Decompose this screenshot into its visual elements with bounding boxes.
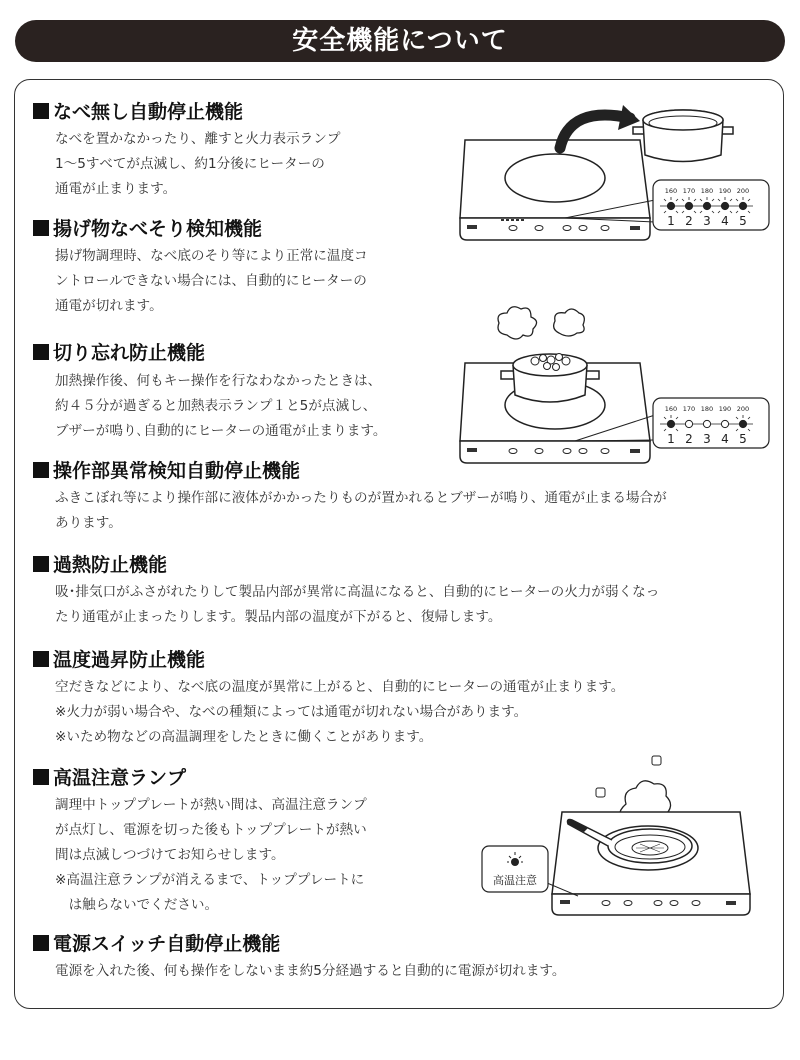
lamp-number: 1 [667,214,675,228]
section-heading-over-temp: 温度過昇防止機能 [33,645,205,672]
lamp-number: 5 [739,432,747,446]
section-body-warp-detect: 揚げ物調理時、なべ底のそり等により正常に温度コ ントロールできない場合には、自動的にヒーターの 通電が切れます。 [55,248,368,314]
square-bullet-icon [33,651,49,667]
square-bullet-icon [33,935,49,951]
lamp-number: 1 [667,432,675,446]
lamp-temp-label: 170 [682,187,696,195]
lamp-lit-indicator [721,202,728,209]
lamp-off-indicator [685,420,692,427]
lamp-lit-indicator [667,202,674,209]
section-body-high-temp-lamp: 調理中トッププレートが熱い間は、高温注意ランプ が点灯し、電源を切った後もトッププレートが熱い 間は点滅しつづけてお知らせします。 ※高温注意ランプが消えるまで、トッププレートに は触らないでください。 [55,797,367,913]
square-bullet-icon [33,462,49,478]
lamp-lit-indicator [667,420,674,427]
lamp-number: 2 [685,432,693,446]
lamp-temp-label: 160 [664,405,678,413]
lamp-number: 3 [703,214,711,228]
lamp-lit-indicator [739,420,746,427]
page-title-banner [15,20,785,62]
lamp-temp-label: 190 [718,187,732,195]
lamp-lit-indicator [685,202,692,209]
lamp-lit-indicator [739,202,746,209]
high-temp-lamp-label: 高温注意 [493,874,537,887]
page-title: 安全機能について [292,26,508,56]
lamp-temp-label: 190 [718,405,732,413]
lamp-temp-label: 180 [700,405,714,413]
lamp-number: 4 [721,432,729,446]
section-body-auto-power-off: 電源を入れた後、何も操作をしないまま約5分経過すると自動的に電源が切れます。 [55,963,566,979]
section-body-over-temp: 空だきなどにより、なべ底の温度が異常に上がると、自動的にヒーターの通電が止まります。 ※火力が弱い場合や、なべの種類によっては通電が切れない場合があります。 ※いため物などの高温調理をしたときに働くことがあります。 [55,679,625,745]
lamp-temp-label: 160 [664,187,678,195]
square-bullet-icon [33,556,49,572]
lamp-temp-label: 180 [700,187,714,195]
section-heading-auto-power-off: 電源スイッチ自動停止機能 [33,929,280,956]
lamp-number: 2 [685,214,693,228]
section-body-panel-error: ふきこぼれ等により操作部に液体がかかったりものが置かれるとブザーが鳴り、通電が止まる場合が あります。 [55,490,667,531]
lamp-number: 3 [703,432,711,446]
section-body-no-pan-stop: なべを置かなかったり、離すと火力表示ランプ 1～5すべてが点滅し、約1分後にヒーターの 通電が止まります。 [55,131,341,197]
section-heading-warp-detect: 揚げ物なべそり検知機能 [33,214,262,241]
section-heading-no-pan-stop: なべ無し自動停止機能 [33,97,243,124]
lamp-off-indicator [721,420,728,427]
section-body-overheat: 吸･排気口がふさがれたりして製品内部が異常に高温になると、自動的にヒーターの火力が弱くなっ たり通電が止まったりします。製品内部の温度が下がると、復帰します。 [55,584,660,625]
section-heading-panel-error: 操作部異常検知自動停止機能 [33,456,300,483]
section-heading-high-temp-lamp: 高温注意ランプ [33,763,186,790]
cooktop-high-temp-lamp-illustration [478,750,778,920]
lamp-temp-label: 170 [682,405,696,413]
section-heading-overheat: 過熱防止機能 [33,550,167,577]
lamp-lit-indicator [703,202,710,209]
square-bullet-icon [33,344,49,360]
lamp-temp-label: 200 [736,405,750,413]
cooktop-forget-off-illustration [455,295,775,470]
cooktop-no-pan-illustration [455,100,775,250]
lamp-number: 5 [739,214,747,228]
square-bullet-icon [33,769,49,785]
section-body-forget-off: 加熱操作後、何もキー操作を行なわなかったときは、 約４５分が過ぎると加熱表示ランプ１と5が点滅し、 ブザーが鳴り､自動的にヒーターの通電が止まります。 [55,373,387,439]
lamp-number: 4 [721,214,729,228]
square-bullet-icon [33,220,49,236]
square-bullet-icon [33,103,49,119]
lamp-off-indicator [703,420,710,427]
lamp-temp-label: 200 [736,187,750,195]
section-heading-forget-off: 切り忘れ防止機能 [33,338,205,365]
